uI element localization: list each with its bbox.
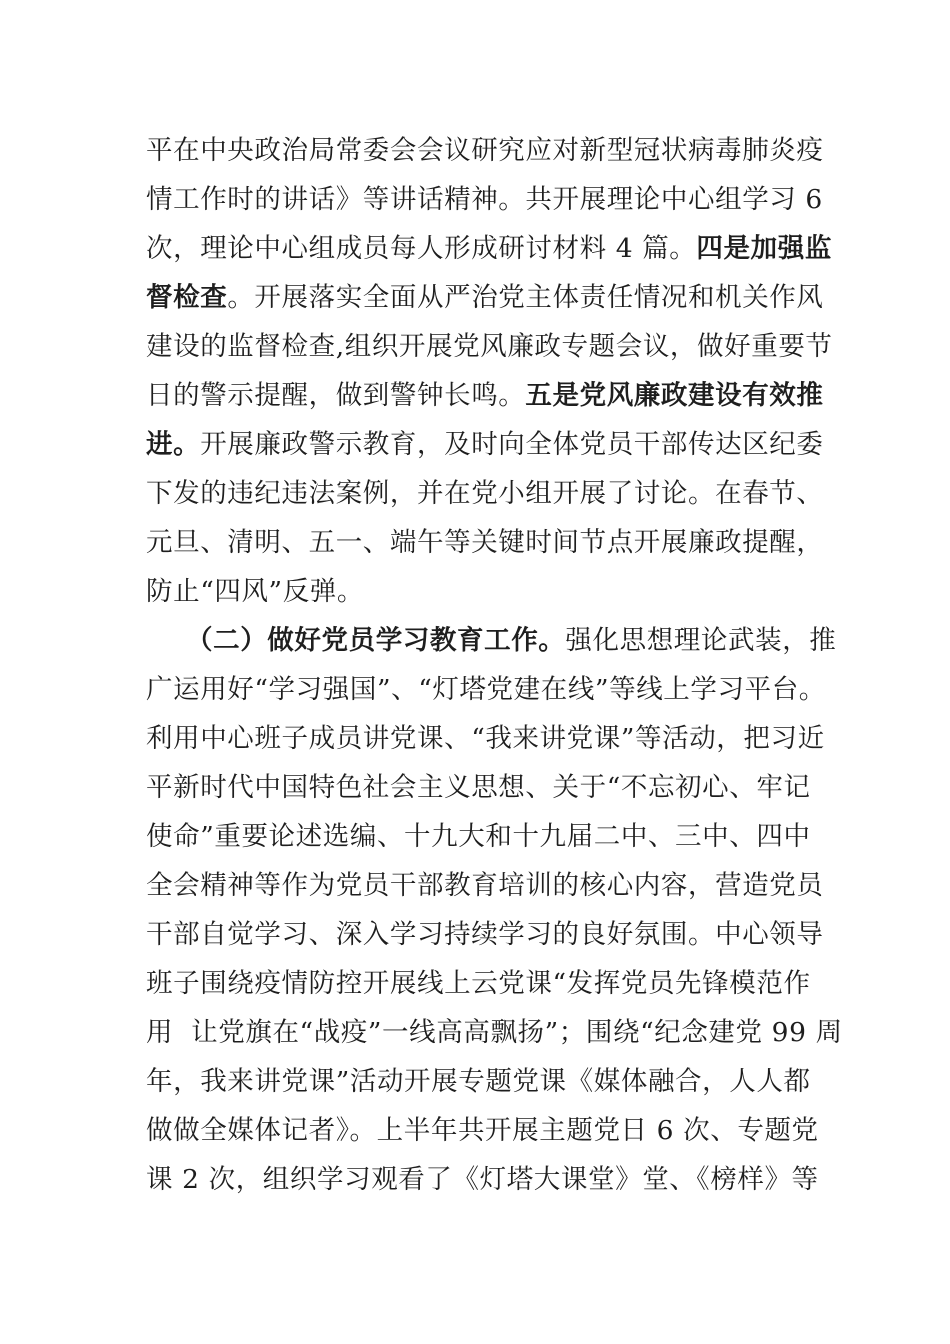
text-run: 日的警示提醒，做到警钟长鸣。 (146, 380, 526, 411)
text-line (146, 812, 811, 861)
text-line (146, 714, 825, 763)
bold-text-run: 四是加强监 (696, 233, 832, 264)
text-run: 班子围绕疫情防控开展线上云党课“发挥党员先锋模范作 (146, 968, 811, 999)
section-heading: （二）做好党员学习教育工作。 (186, 625, 566, 656)
text-run: 防止“四风”反弹。 (146, 576, 364, 607)
text-line (146, 420, 824, 469)
text-line (146, 371, 824, 420)
text-run: 用 让党旗在“战疫”一线高高飘扬”；围绕“纪念建党 99 周 (146, 1017, 843, 1048)
text-line (146, 567, 806, 616)
text-run: 强化思想理论武装，推 (565, 625, 837, 656)
text-run: 平在中央政治局常委会会议研究应对新型冠状病毒肺炎疫 (146, 135, 824, 166)
text-run: 年，我来讲党课”活动开展专题党课《媒体融合，人人都 (146, 1066, 811, 1097)
text-line (146, 273, 824, 322)
text-line (146, 322, 833, 371)
text-line (146, 861, 824, 910)
text-run: 开展廉政警示教育，及时向全体党员干部传达区纪委 (200, 429, 824, 460)
text-line (146, 224, 832, 273)
text-line (146, 518, 824, 567)
text-run: 平新时代中国特色社会主义思想、关于“不忘初心、牢记 (146, 772, 811, 803)
text-line (146, 959, 811, 1008)
text-line (146, 665, 826, 714)
text-run: 做做全媒体记者》。上半年共开展主题党日 6 次、专题党 (146, 1115, 819, 1146)
text-run: 干部自觉学习、深入学习持续学习的良好氛围。中心领导 (146, 919, 824, 950)
text-run: 使命”重要论述选编、十九大和十九届二中、三中、四中 (146, 821, 811, 852)
text-run: 全会精神等作为党员干部教育培训的核心内容，营造党员 (146, 870, 824, 901)
section-heading-line (146, 616, 837, 665)
text-line (146, 1106, 819, 1155)
text-line (146, 1155, 819, 1204)
text-run: 利用中心班子成员讲党课、“我来讲党课”等活动，把习近 (146, 723, 825, 754)
text-line (146, 763, 811, 812)
body-text (146, 126, 843, 1204)
text-run: 课 2 次，组织学习观看了《灯塔大课堂》堂、《榜样》等 (146, 1164, 819, 1195)
text-run: 。开展落实全面从严治党主体责任情况和机关作风 (227, 282, 824, 313)
text-run: 下发的违纪违法案例，并在党小组开展了讨论。在春节、 (146, 478, 824, 509)
bold-text-run: 督检查 (146, 282, 228, 313)
bold-text-run: 进。 (146, 429, 201, 460)
text-line (146, 1057, 811, 1106)
text-line (146, 910, 824, 959)
text-run: 广运用好“学习强国”、“灯塔党建在线”等线上学习平台。 (146, 674, 826, 705)
text-run: 情工作时的讲话》等讲话精神。共开展理论中心组学习 6 (146, 184, 823, 215)
text-line (146, 175, 823, 224)
bold-text-run: 五是党风廉政建设有效推 (525, 380, 824, 411)
text-run: 元旦、清明、五一、端午等关键时间节点开展廉政提醒， (146, 527, 824, 558)
text-line (146, 126, 824, 175)
text-line (146, 1008, 843, 1057)
text-line (146, 469, 824, 518)
text-run: 建设的监督检查,组织开展党风廉政专题会议，做好重要节 (146, 331, 833, 362)
text-run: 次，理论中心组成员每人形成研讨材料 4 篇。 (146, 233, 697, 264)
